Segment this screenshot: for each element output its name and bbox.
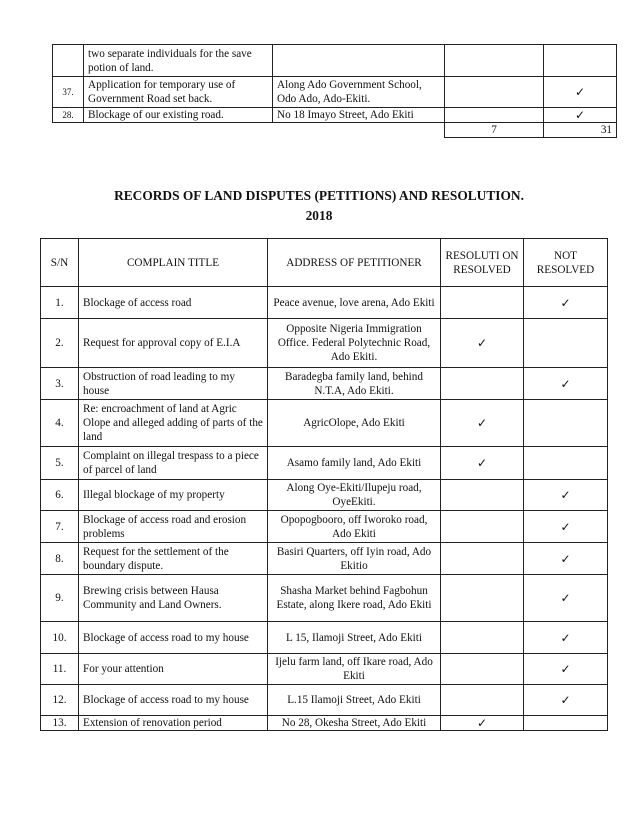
row-complain-title: Obstruction of road leading to my house xyxy=(79,368,268,400)
land-disputes-table xyxy=(40,238,608,731)
total-resolved: 7 xyxy=(445,123,544,138)
row-not-resolved xyxy=(524,400,608,447)
row-resolved: ✓ xyxy=(441,319,524,368)
row-sn xyxy=(53,45,84,77)
row-resolved: ✓ xyxy=(441,400,524,447)
table-row xyxy=(41,654,608,685)
row-sn: 37. xyxy=(53,77,84,108)
row-complain-title: Re: encroachment of land at Agric Olope and alleged adding of parts of the land xyxy=(79,400,268,447)
row-not-resolved: ✓ xyxy=(524,543,608,575)
row-resolved xyxy=(441,654,524,685)
row-not-resolved xyxy=(524,447,608,480)
table-row xyxy=(41,685,608,716)
row-sn: 13. xyxy=(41,716,79,731)
row-address: Peace avenue, love arena, Ado Ekiti xyxy=(268,287,441,319)
row-address: AgricOlope, Ado Ekiti xyxy=(268,400,441,447)
row-resolved: ✓ xyxy=(441,716,524,731)
header-resolved: RESOLUTI ON RESOLVED xyxy=(441,239,524,287)
row-sn: 4. xyxy=(41,400,79,447)
row-resolved xyxy=(441,287,524,319)
heading-title: RECORDS OF LAND DISPUTES (PETITIONS) AND RESOLUTION. xyxy=(114,188,524,203)
row-address: L 15, Ilamoji Street, Ado Ekiti xyxy=(268,622,441,654)
row-sn: 7. xyxy=(41,511,79,543)
row-not-resolved: ✓ xyxy=(544,77,617,108)
row-sn: 8. xyxy=(41,543,79,575)
totals-row xyxy=(53,123,617,138)
row-sn: 11. xyxy=(41,654,79,685)
row-address: L.15 Ilamoji Street, Ado Ekiti xyxy=(268,685,441,716)
row-not-resolved: ✓ xyxy=(524,480,608,511)
row-complain-title: Request for the settlement of the boundary dispute. xyxy=(79,543,268,575)
row-resolved xyxy=(441,575,524,622)
table-row xyxy=(53,45,617,77)
table-row xyxy=(41,543,608,575)
row-sn: 6. xyxy=(41,480,79,511)
row-address: No 18 Imayo Street, Ado Ekiti xyxy=(273,108,445,123)
row-not-resolved: ✓ xyxy=(544,108,617,123)
row-title: Blockage of our existing road. xyxy=(84,108,273,123)
row-complain-title: Complaint on illegal trespass to a piece of parcel of land xyxy=(79,447,268,480)
row-not-resolved: ✓ xyxy=(524,575,608,622)
previous-page-table xyxy=(52,44,617,138)
row-sn: 12. xyxy=(41,685,79,716)
row-address: Ijelu farm land, off Ikare road, Ado Ekiti xyxy=(268,654,441,685)
header-not-resolved: NOT RESOLVED xyxy=(524,239,608,287)
table-row xyxy=(41,447,608,480)
row-resolved xyxy=(445,77,544,108)
row-not-resolved: ✓ xyxy=(524,368,608,400)
row-complain-title: For your attention xyxy=(79,654,268,685)
row-complain-title: Blockage of access road xyxy=(79,287,268,319)
table-row xyxy=(53,108,617,123)
table-row xyxy=(41,319,608,368)
row-complain-title: Blockage of access road to my house xyxy=(79,685,268,716)
page-heading xyxy=(0,186,638,226)
row-resolved xyxy=(441,685,524,716)
row-not-resolved xyxy=(524,319,608,368)
table-row xyxy=(41,511,608,543)
row-resolved xyxy=(445,45,544,77)
row-resolved xyxy=(441,480,524,511)
row-sn: 2. xyxy=(41,319,79,368)
row-sn: 1. xyxy=(41,287,79,319)
row-complain-title: Blockage of access road and erosion problems xyxy=(79,511,268,543)
total-not-resolved: 31 xyxy=(544,123,617,138)
row-complain-title: Blockage of access road to my house xyxy=(79,622,268,654)
row-address: Shasha Market behind Fagbohun Estate, along Ikere road, Ado Ekiti xyxy=(268,575,441,622)
row-sn: 9. xyxy=(41,575,79,622)
row-complain-title: Request for approval copy of E.I.A xyxy=(79,319,268,368)
row-address: Baradegba family land, behind N.T.A, Ado Ekiti. xyxy=(268,368,441,400)
table-header-row xyxy=(41,239,608,287)
table-row xyxy=(41,287,608,319)
row-not-resolved xyxy=(544,45,617,77)
row-resolved: ✓ xyxy=(441,447,524,480)
header-complain-title: COMPLAIN TITLE xyxy=(79,239,268,287)
header-sn: S/N xyxy=(41,239,79,287)
row-sn: 28. xyxy=(53,108,84,123)
row-address: Along Ado Government School, Odo Ado, Ado-Ekiti. xyxy=(273,77,445,108)
row-sn: 10. xyxy=(41,622,79,654)
heading-year: 2018 xyxy=(305,208,333,223)
row-address: Basiri Quarters, off Iyin road, Ado Ekitio xyxy=(268,543,441,575)
row-address: Opposite Nigeria Immigration Office. Federal Polytechnic Road, Ado Ekiti. xyxy=(268,319,441,368)
table-row xyxy=(41,622,608,654)
table-row xyxy=(41,400,608,447)
row-resolved xyxy=(441,368,524,400)
row-not-resolved xyxy=(524,716,608,731)
table-row xyxy=(41,716,608,731)
row-complain-title: Illegal blockage of my property xyxy=(79,480,268,511)
table-row xyxy=(41,368,608,400)
row-resolved xyxy=(441,543,524,575)
table-row xyxy=(53,77,617,108)
row-address: Opopogbooro, off Iworoko road, Ado Ekiti xyxy=(268,511,441,543)
row-resolved xyxy=(445,108,544,123)
row-not-resolved: ✓ xyxy=(524,287,608,319)
row-resolved xyxy=(441,622,524,654)
row-address: Along Oye-Ekiti/Ilupeju road, OyeEkiti. xyxy=(268,480,441,511)
row-not-resolved: ✓ xyxy=(524,511,608,543)
row-title: Application for temporary use of Government Road set back. xyxy=(84,77,273,108)
header-address: ADDRESS OF PETITIONER xyxy=(268,239,441,287)
row-address: Asamo family land, Ado Ekiti xyxy=(268,447,441,480)
row-not-resolved: ✓ xyxy=(524,622,608,654)
row-address xyxy=(273,45,445,77)
table-row xyxy=(41,480,608,511)
row-address: No 28, Okesha Street, Ado Ekiti xyxy=(268,716,441,731)
row-not-resolved: ✓ xyxy=(524,654,608,685)
table-row xyxy=(41,575,608,622)
totals-empty-cell xyxy=(84,123,273,138)
row-complain-title: Extension of renovation period xyxy=(79,716,268,731)
row-sn: 5. xyxy=(41,447,79,480)
row-title: two separate individuals for the save potion of land. xyxy=(84,45,273,77)
row-resolved xyxy=(441,511,524,543)
row-not-resolved: ✓ xyxy=(524,685,608,716)
row-sn: 3. xyxy=(41,368,79,400)
totals-empty-cell xyxy=(273,123,445,138)
row-complain-title: Brewing crisis between Hausa Community and Land Owners. xyxy=(79,575,268,622)
totals-empty-cell xyxy=(53,123,84,138)
